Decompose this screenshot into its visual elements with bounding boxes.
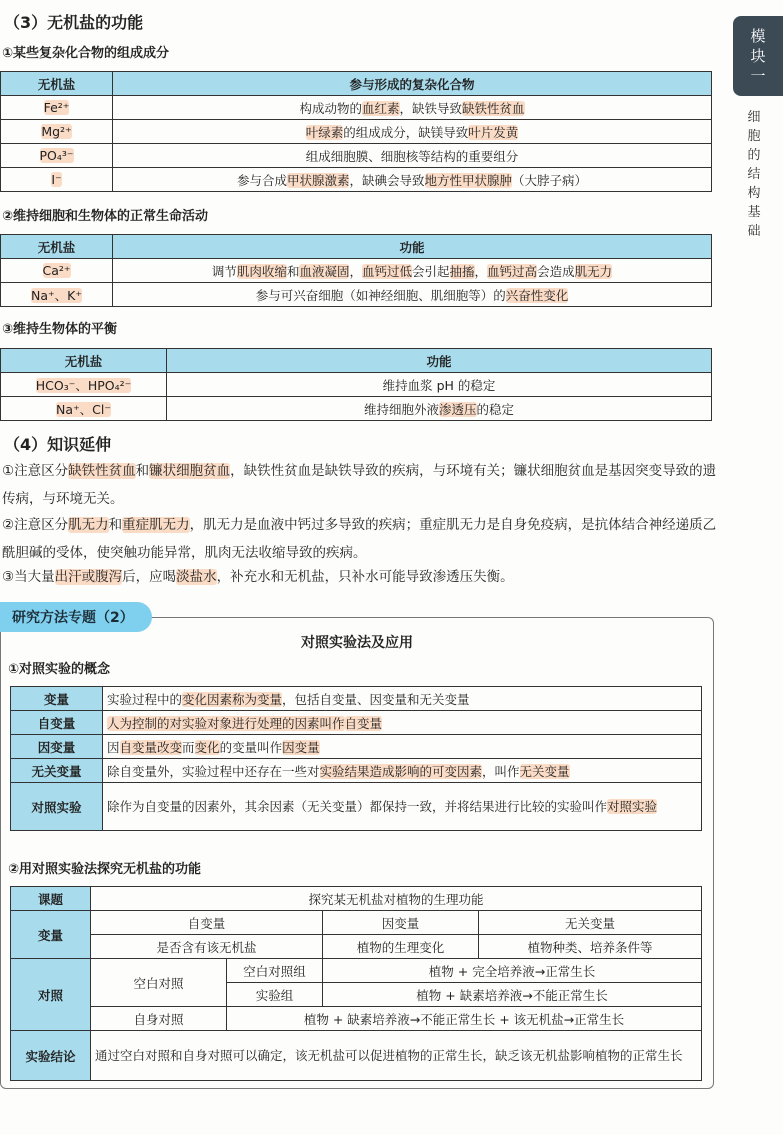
- col-header: 无机盐: [1, 349, 167, 373]
- module-tab-char: 模: [750, 27, 766, 45]
- chapter-char: 的: [747, 148, 761, 163]
- ion-label: I⁻: [51, 172, 62, 187]
- term-label: 因变量: [11, 735, 103, 759]
- dv-label: 因变量: [323, 911, 479, 935]
- paragraph: ①注意区分缺铁性贫血和镰状细胞贫血，缺铁性贫血是缺铁导致的疾病，与环境有关；镰状细胞贫血是基因突变导致的遗传病，与环境无关。: [2, 463, 717, 507]
- table-row: 因变量 因自变量改变而变化的变量叫作因变量: [11, 735, 702, 759]
- balance-table: [0, 348, 712, 421]
- compound-table: [0, 71, 712, 192]
- ion-label: Mg²⁺: [41, 124, 72, 139]
- chapter-char: 细: [747, 110, 761, 125]
- col-header: 参与形成的复杂化合物: [113, 72, 712, 96]
- subsection-heading: ②维持细胞和生物体的正常生命活动: [2, 209, 209, 224]
- row-label: 变量: [11, 911, 91, 959]
- chapter-char: 基: [747, 205, 761, 220]
- cv-label: 无关变量: [479, 911, 702, 935]
- paragraph: ③当大量出汗或腹泻后，应喝淡盐水，补充水和无机盐，只补水可能导致渗透压失衡。: [2, 569, 514, 585]
- col-header: 无机盐: [1, 72, 113, 96]
- box-title: 对照实验法及应用: [301, 635, 413, 651]
- module-tab-char: 块: [750, 47, 766, 65]
- ion-label: Fe²⁺: [43, 100, 70, 115]
- blank-group-label: 空白对照组: [227, 959, 323, 983]
- self-control-result: 植物 + 缺素培养液→不能正常生长 + 该无机盐→正常生长: [227, 1007, 702, 1031]
- term-label: 自变量: [11, 711, 103, 735]
- blank-group-result: 植物 + 完全培养液→正常生长: [323, 959, 702, 983]
- chapter-char: 胞: [747, 129, 761, 144]
- row-label: 课题: [11, 887, 91, 911]
- table-row: [11, 935, 702, 959]
- table-row: Na⁺、Cl⁻ 维持细胞外液渗透压的稳定: [1, 397, 712, 421]
- exp-group-label: 实验组: [227, 983, 323, 1007]
- self-control-label: 自身对照: [91, 1007, 227, 1031]
- blank-control-label: 空白对照: [91, 959, 227, 1007]
- section-heading: （4）知识延伸: [4, 435, 112, 454]
- subsection-heading: ②用对照实验法探究无机盐的功能: [8, 862, 202, 877]
- conclusion-text: 通过空白对照和自身对照可以确定，该无机盐可以促进植物的正常生长，缺乏该无机盐影响植物的正常生长: [91, 1031, 702, 1081]
- cv-value: 植物种类、培养条件等: [479, 935, 702, 959]
- row-label: 对照: [11, 959, 91, 1031]
- chapter-vertical-title: [745, 108, 763, 241]
- term-label: 对照实验: [11, 783, 103, 831]
- iv-value: 是否含有该无机盐: [91, 935, 323, 959]
- term-label: 无关变量: [11, 759, 103, 783]
- paragraph: ②注意区分肌无力和重症肌无力，肌无力是血液中钙过多导致的疾病；重症肌无力是自身免疫病，是抗体结合神经递质乙酰胆碱的受体，使突触功能异常，肌肉无法收缩导致的疾病。: [2, 517, 717, 561]
- col-header: 无机盐: [1, 235, 113, 259]
- table-row: Fe²⁺ 构成动物的血红素，缺铁导致缺铁性贫血: [1, 96, 712, 120]
- explore-table: [10, 886, 702, 1081]
- table-row: [11, 887, 702, 911]
- table-row: Ca²⁺ 调节肌肉收缩和血液凝固，血钙过低会引起抽搐，血钙过高会造成肌无力: [1, 259, 712, 283]
- dv-value: 植物的生理变化: [323, 935, 479, 959]
- row-label: 实验结论: [11, 1031, 91, 1081]
- topic-pill: 研究方法专题（2）: [0, 602, 152, 632]
- iv-label: 自变量: [91, 911, 323, 935]
- table-row: Mg²⁺ 叶绿素的组成成分，缺镁导致叶片发黄: [1, 120, 712, 144]
- col-header: 功能: [167, 349, 712, 373]
- ion-label: HCO₃⁻、HPO₄²⁻: [35, 377, 132, 393]
- term-label: 变量: [11, 687, 103, 711]
- subsection-heading: ③维持生物体的平衡: [2, 322, 118, 337]
- module-tab-char: 一: [750, 67, 766, 85]
- table-row: [11, 959, 702, 983]
- ion-label: Ca²⁺: [42, 263, 71, 278]
- table-row: [11, 1007, 702, 1031]
- section-heading: （3）无机盐的功能: [4, 13, 144, 32]
- table-row: [11, 1031, 702, 1081]
- table-row: 无关变量 除自变量外，实验过程中还存在一些对实验结果造成影响的可变因素，叫作无关变量: [11, 759, 702, 783]
- topic-value: 探究某无机盐对植物的生理功能: [91, 887, 702, 911]
- table-row: HCO₃⁻、HPO₄²⁻ 维持血浆 pH 的稳定: [1, 373, 712, 397]
- table-row: 变量 实验过程中的变化因素称为变量，包括自变量、因变量和无关变量: [11, 687, 702, 711]
- col-header: 功能: [113, 235, 712, 259]
- concept-table: [10, 686, 702, 831]
- table-row: Na⁺、K⁺ 参与可兴奋细胞（如神经细胞、肌细胞等）的兴奋性变化: [1, 283, 712, 307]
- ion-label: Na⁺、K⁺: [31, 287, 82, 303]
- chapter-char: 构: [747, 186, 761, 201]
- life-activity-table: [0, 234, 712, 307]
- subsection-heading: ①某些复杂化合物的组成成分: [2, 46, 170, 61]
- subsection-heading: ①对照实验的概念: [8, 662, 111, 677]
- table-row: [11, 911, 702, 935]
- chapter-char: 础: [747, 224, 761, 239]
- table-row: PO₄³⁻ 组成细胞膜、细胞核等结构的重要组分: [1, 144, 712, 168]
- table-row: 对照实验 除作为自变量的因素外，其余因素（无关变量）都保持一致，并将结果进行比较的实验叫作对照实验: [11, 783, 702, 831]
- ion-label: Na⁺、Cl⁻: [56, 401, 111, 417]
- chapter-char: 结: [747, 167, 761, 182]
- ion-label: PO₄³⁻: [39, 148, 74, 163]
- table-row: I⁻ 参与合成甲状腺激素，缺碘会导致地方性甲状腺肿（大脖子病）: [1, 168, 712, 192]
- exp-group-result: 植物 + 缺素培养液→不能正常生长: [323, 983, 702, 1007]
- table-row: 自变量 人为控制的对实验对象进行处理的因素叫作自变量: [11, 711, 702, 735]
- module-tab[interactable]: [733, 16, 783, 96]
